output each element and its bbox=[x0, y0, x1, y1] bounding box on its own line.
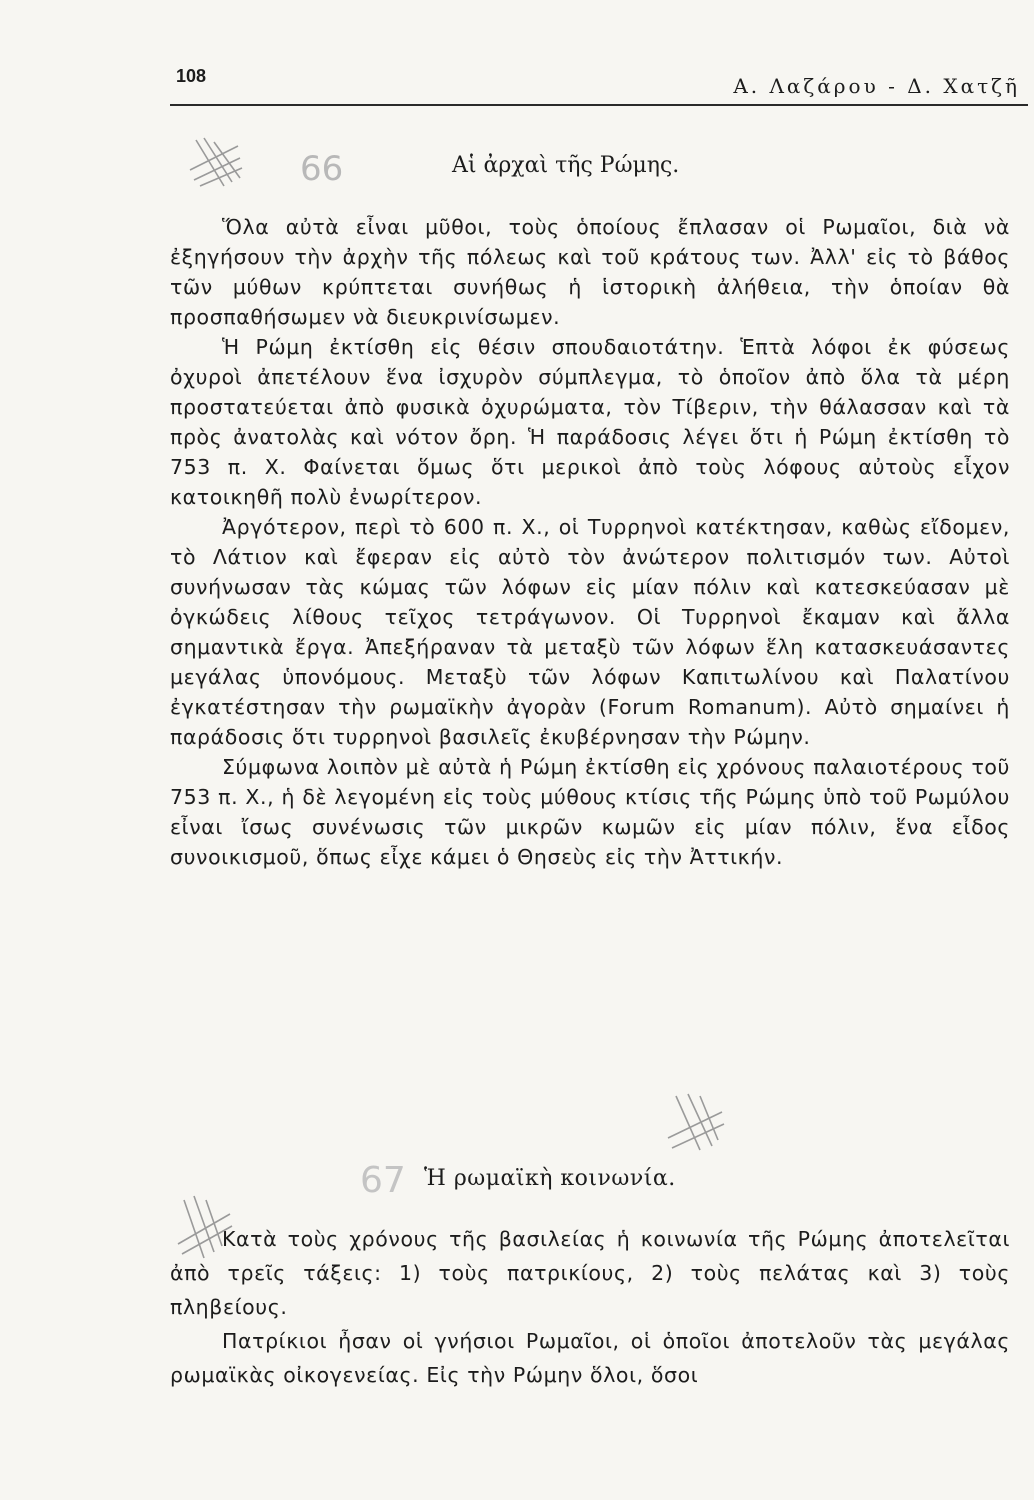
section-title-roman-society: Ἡ ρωμαϊκὴ κοινωνία. bbox=[424, 1166, 676, 1191]
section-body-origins-of-rome bbox=[170, 212, 1010, 872]
paragraph: Ἀργότερον, περὶ τὸ 600 π. Χ., οἱ Τυρρηνοὶ κατέκτησαν, καθὼς εἴδομεν, τὸ Λάτιον καὶ ἔφεραν εἰς αὐτὸ τὸν ἀνώτερον πολιτισμόν των. Αὐτοὶ συνήνωσαν τὰς κώμας τῶν λόφων εἰς μίαν πόλιν καὶ κατεσκεύασαν μὲ ὀγκώδεις λίθους τεῖχος τετράγωνον. Οἱ Τυρρηνοὶ ἔκαμαν καὶ ἄλλα σημαντικὰ ἔργα. Ἀπεξήραναν τὰ μεταξὺ τῶν λόφων ἕλη κατασκευάσαντες μεγάλας ὑπονόμους. Μεταξὺ τῶν λόφων Καπιτωλίνου καὶ Παλατίνου ἐγκατέστησαν τὴν ρωμαϊκὴν ἀγορὰν (Forum Romanum). Αὐτὸ σημαίνει ἡ παράδοσις ὅτι τυρρηνοὶ βασιλεῖς ἐκυβέρνησαν τὴν Ρώμην. bbox=[170, 515, 1010, 749]
pencil-number-mark: 66 bbox=[300, 149, 344, 189]
paragraph: Ὅλα αὐτὰ εἶναι μῦθοι, τοὺς ὁποίους ἔπλασαν οἱ Ρωμαῖοι, διὰ νὰ ἐξηγήσουν τὴν ἀρχὴν τῆς πόλεως καὶ τοῦ κράτους των. Ἀλλ' εἰς τὸ βάθος τῶν μύθων κρύπτεται συνήθως ἡ ἱστορικὴ ἀλήθεια, τὴν ὁποίαν θὰ προσπαθήσωμεν νὰ διευκρινίσωμεν. bbox=[170, 215, 1010, 329]
section-title-origins-of-rome: Αἱ ἀρχαὶ τῆς Ρώμης. bbox=[452, 153, 680, 178]
paragraph: Κατὰ τοὺς χρόνους τῆς βασιλείας ἡ κοινωνία τῆς Ρώμης ἀποτελεῖται ἀπὸ τρεῖς τάξεις: 1) τοὺς πατρικίους, 2) τοὺς πελάτας καὶ 3) τοὺς πληβείους. bbox=[170, 1227, 1010, 1319]
running-head: Α. Λαζάρου - Δ. Χατζῆ bbox=[733, 74, 1020, 98]
page-header bbox=[170, 62, 1028, 102]
section-body-roman-society bbox=[170, 1222, 1010, 1392]
pencil-hatch-mark bbox=[668, 1094, 724, 1150]
paragraph: Ἡ Ρώμη ἐκτίσθη εἰς θέσιν σπουδαιοτάτην. Ἑπτὰ λόφοι ἐκ φύσεως ὀχυροὶ ἀπετέλουν ἕνα ἰσχυρὸν σύμπλεγμα, τὸ ὁποῖον ἀπὸ ὅλα τὰ μέρη προστατεύεται ἀπὸ φυσικὰ ὀχυρώματα, τὸν Τίβεριν, τὴν θάλασσαν καὶ τὰ πρὸς ἀνατολὰς καὶ νότον ὄρη. Ἡ παράδοσις λέγει ὅτι ἡ Ρώμη ἐκτίσθη τὸ 753 π. Χ. Φαίνεται ὅμως ὅτι μερικοὶ ἀπὸ τοὺς λόφους αὐτοὺς εἶχον κατοικηθῆ πολὺ ἐνωρίτερον. bbox=[170, 335, 1010, 509]
paragraph: Σύμφωνα λοιπὸν μὲ αὐτὰ ἡ Ρώμη ἐκτίσθη εἰς χρόνους παλαιοτέρους τοῦ 753 π. Χ., ἡ δὲ λεγομένη εἰς τοὺς μύθους κτίσις τῆς Ρώμης ὑπὸ τοῦ Ρωμύλου εἶναι ἴσως συνένωσις τῶν μικρῶν κωμῶν εἰς μίαν πόλιν, ἕνα εἶδος συνοικισμοῦ, ὅπως εἶχε κάμει ὁ Θησεὺς εἰς τὴν Ἀττικήν. bbox=[170, 755, 1010, 869]
page-number: 108 bbox=[176, 66, 207, 86]
header-rule bbox=[170, 104, 1028, 106]
pencil-hatch-mark bbox=[190, 138, 242, 186]
paragraph: Πατρίκιοι ἦσαν οἱ γνήσιοι Ρωμαῖοι, οἱ ὁποῖοι ἀποτελοῦν τὰς μεγάλας ρωμαϊκὰς οἰκογενείας. Εἰς τὴν Ρώμην ὅλοι, ὅσοι bbox=[170, 1329, 1010, 1387]
pencil-number-mark: 67 bbox=[360, 1160, 406, 1201]
